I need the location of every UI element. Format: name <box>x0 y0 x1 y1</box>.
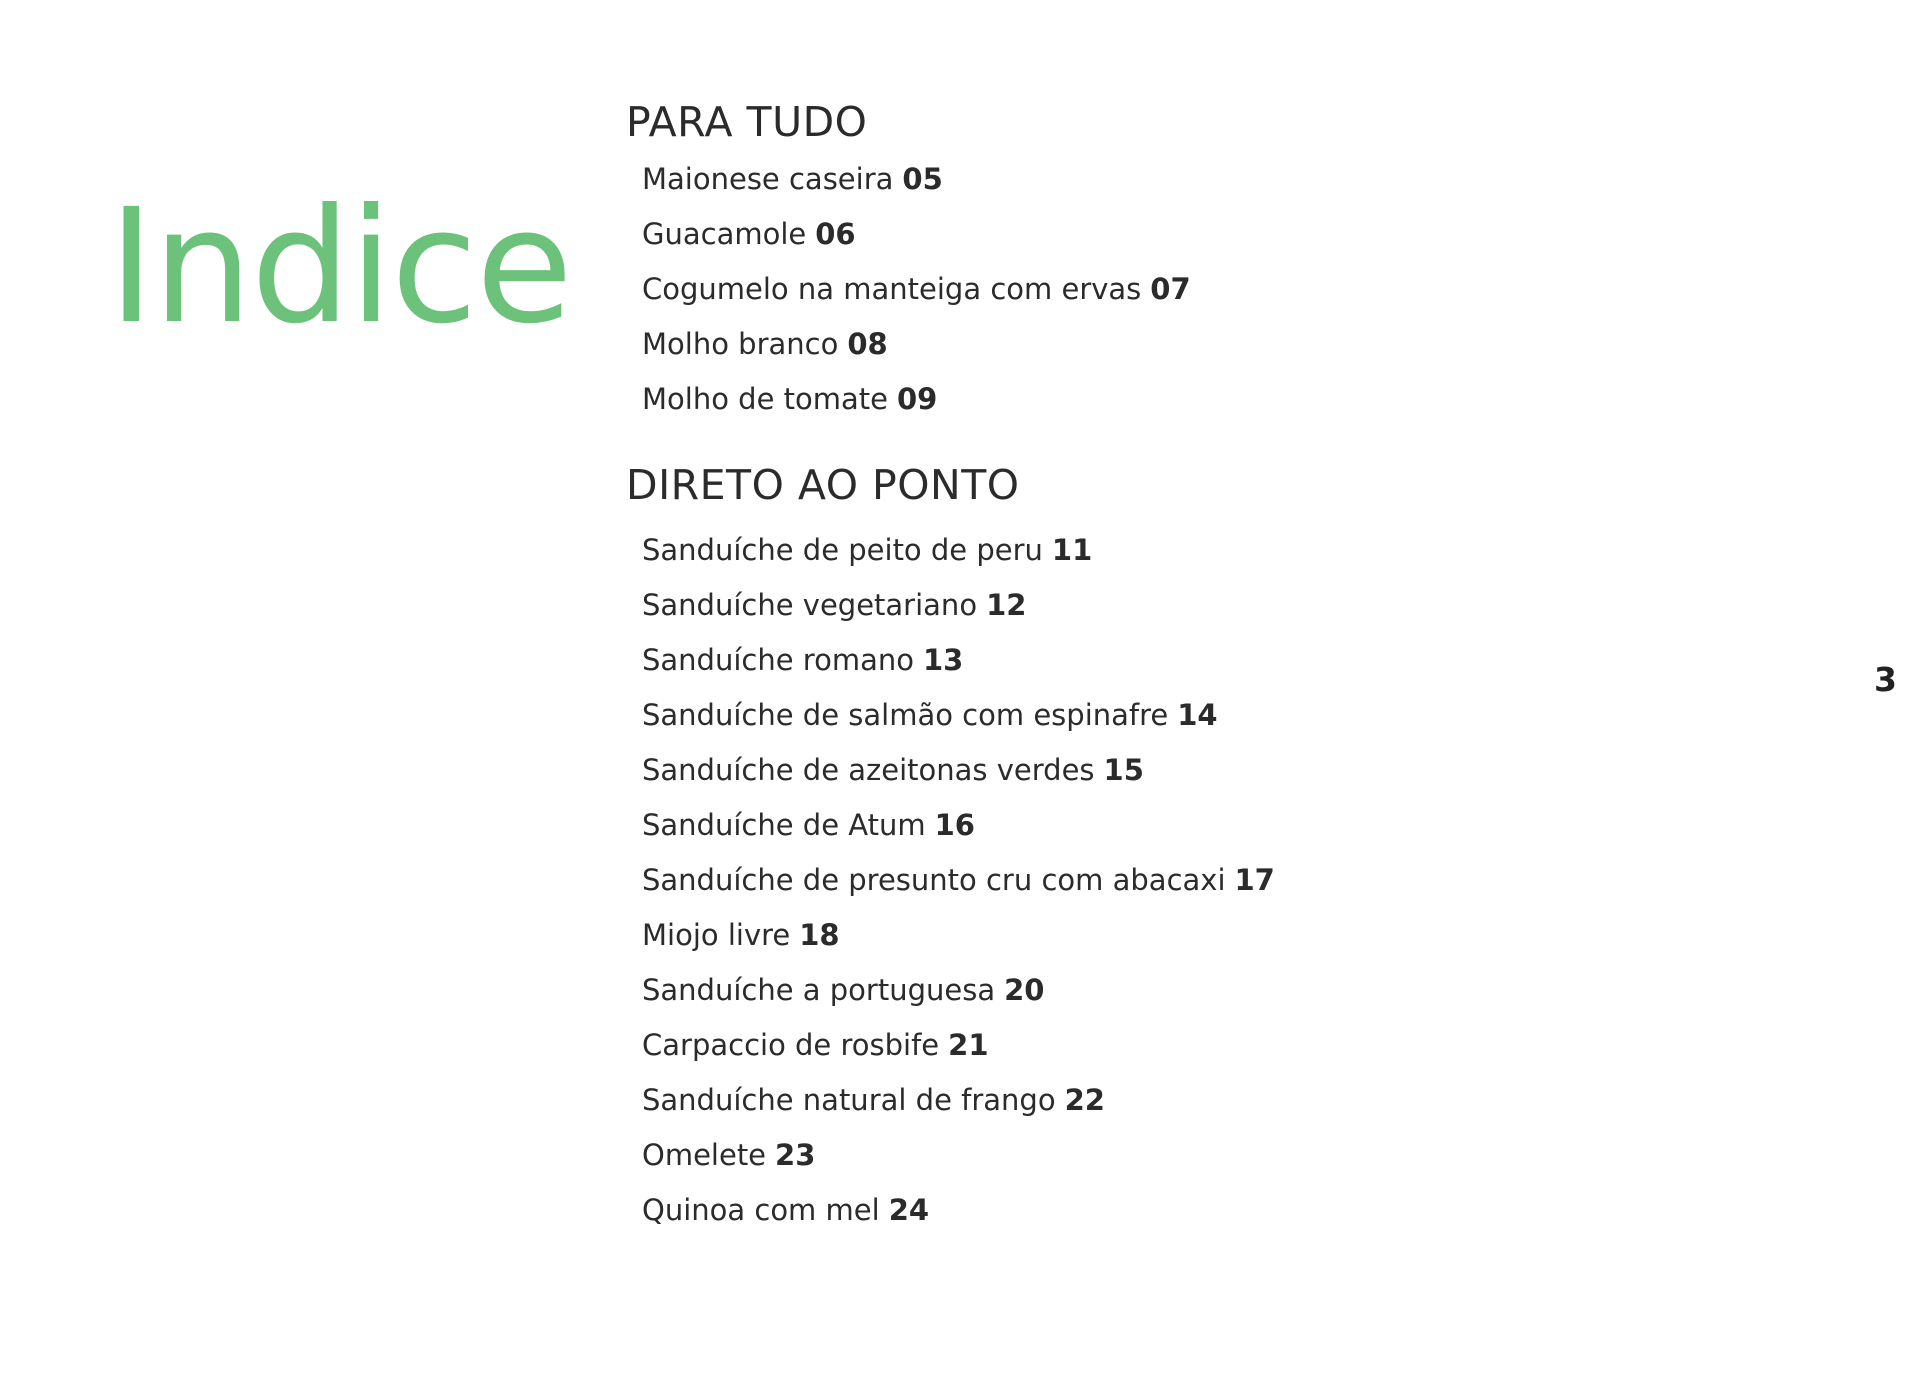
entry-label: Guacamole <box>642 217 807 251</box>
entry-label: Sanduíche a portuguesa <box>642 973 996 1007</box>
entry-label: Cogumelo na manteiga com ervas <box>642 272 1142 306</box>
toc-entry <box>642 798 1726 853</box>
toc-entry <box>642 1018 1726 1073</box>
toc-entry <box>642 578 1726 633</box>
page-number: 3 <box>1874 660 1897 699</box>
toc-entry <box>642 688 1726 743</box>
entry-page-number: 05 <box>902 162 943 196</box>
entry-label: Quinoa com mel <box>642 1193 880 1227</box>
entry-page-number: 07 <box>1150 272 1191 306</box>
section-heading: DIRETO AO PONTO <box>626 461 1020 509</box>
toc-entry <box>642 1073 1726 1128</box>
toc-entry <box>642 1128 1726 1183</box>
toc-entry <box>642 1183 1726 1238</box>
entry-page-number: 11 <box>1051 533 1093 567</box>
entry-page-number: 21 <box>948 1028 989 1062</box>
entry-label: Sanduíche vegetariano <box>642 588 978 622</box>
entry-page-number: 16 <box>934 808 975 842</box>
entry-page-number: 15 <box>1103 753 1144 787</box>
entry-page-number: 23 <box>775 1138 816 1172</box>
entry-page-number: 06 <box>815 217 856 251</box>
toc-entry <box>642 317 1726 372</box>
entry-page-number: 18 <box>799 918 840 952</box>
section-heading: PARA TUDO <box>626 98 868 146</box>
entry-page-number: 17 <box>1234 863 1275 897</box>
entry-label: Molho branco <box>642 327 839 361</box>
entry-label: Molho de tomate <box>642 382 888 416</box>
entry-page-number: 08 <box>847 327 888 361</box>
entry-page-number: 09 <box>896 382 938 416</box>
entry-page-number: 24 <box>888 1193 930 1227</box>
toc-entry <box>642 908 1726 963</box>
page-title: Indice <box>108 174 572 359</box>
toc-section-direto-ao-ponto <box>626 461 1726 1238</box>
entry-label: Sanduíche de Atum <box>642 808 926 842</box>
toc-entry <box>642 523 1726 578</box>
toc-entry <box>642 152 1726 207</box>
entry-list <box>626 523 1726 1238</box>
toc-entry <box>642 372 1726 427</box>
entry-page-number: 13 <box>922 643 964 677</box>
toc-entry <box>642 633 1726 688</box>
entry-page-number: 12 <box>986 588 1027 622</box>
entry-label: Sanduíche de salmão com espinafre <box>642 698 1169 732</box>
entry-label: Maionese caseira <box>642 162 894 196</box>
entry-list <box>626 152 1726 427</box>
entry-page-number: 22 <box>1064 1083 1105 1117</box>
toc-section-para-tudo <box>626 98 1726 427</box>
table-of-contents <box>626 98 1726 1238</box>
toc-entry <box>642 743 1726 798</box>
entry-label: Sanduíche de presunto cru com abacaxi <box>642 863 1226 897</box>
entry-label: Sanduíche de peito de peru <box>642 533 1043 567</box>
entry-label: Miojo livre <box>642 918 791 952</box>
entry-page-number: 20 <box>1004 973 1045 1007</box>
toc-entry <box>642 963 1726 1018</box>
toc-entry <box>642 207 1726 262</box>
entry-label: Omelete <box>642 1138 767 1172</box>
entry-label: Sanduíche natural de frango <box>642 1083 1056 1117</box>
entry-page-number: 14 <box>1177 698 1218 732</box>
toc-entry <box>642 262 1726 317</box>
entry-label: Sanduíche romano <box>642 643 914 677</box>
entry-label: Carpaccio de rosbife <box>642 1028 940 1062</box>
toc-entry <box>642 853 1726 908</box>
entry-label: Sanduíche de azeitonas verdes <box>642 753 1095 787</box>
